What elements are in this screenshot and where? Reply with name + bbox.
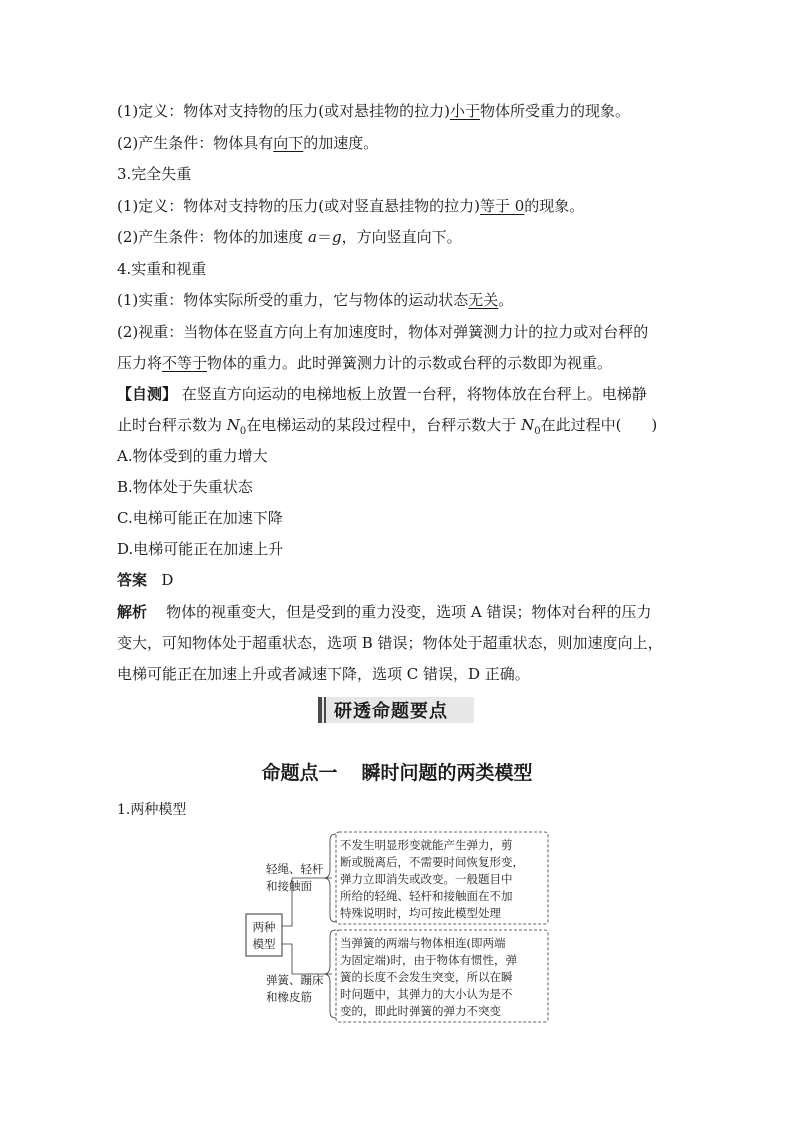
- analysis-line-1: [117, 602, 651, 622]
- branch1-label-line: 轻绳、轻杆: [266, 862, 324, 876]
- quiz-stem-text: 在此过程中( ): [540, 416, 658, 434]
- subscript-zero: 0: [239, 426, 247, 437]
- box2-line: 为固定端)时，由于物体有惯性，弹: [340, 953, 517, 967]
- line-text: (2)产生条件：物体的加速度: [117, 228, 309, 246]
- underlined-answer: 等于 0: [479, 197, 525, 215]
- two-models-diagram: [240, 826, 560, 1026]
- banner-bar: [324, 697, 326, 723]
- heading-real-apparent-weight: 4.实重和视重: [117, 260, 207, 278]
- variable-g: g: [332, 228, 342, 246]
- box1-line: 不发生明显形变就能产生弹力，剪: [340, 838, 513, 852]
- equals-sign: ＝: [316, 228, 332, 246]
- analysis-line-3: 电梯可能正在加速上升或者减速下降，选项 C 错误，D 正确。: [117, 665, 530, 683]
- box1-line: 弹力立即消失或改变。一般题目中: [340, 872, 513, 886]
- heading-complete-weightlessness: 3.完全失重: [117, 165, 192, 183]
- box2-line: 变的，即此时弹簧的弹力不突变: [340, 1004, 501, 1018]
- box1-line: 断或脱离后，不需要时间恢复形变，: [340, 855, 524, 869]
- line-4: [117, 196, 584, 216]
- line-text: (1)定义：物体对支持物的压力(或对悬挂物的拉力): [117, 102, 450, 120]
- subtitle-number: 命题点一: [261, 762, 338, 784]
- underlined-answer: 向下: [273, 134, 304, 152]
- line-text: 。: [498, 291, 514, 309]
- line-text: (1)定义：物体对支持物的压力(或对竖直悬挂物的拉力): [117, 197, 480, 215]
- section-banner-text: 研透命题要点: [334, 701, 448, 722]
- model-heading: 1.两种模型: [117, 802, 187, 818]
- root-label-line: 模型: [252, 937, 276, 951]
- connector-lower: [282, 944, 332, 974]
- line-8: (2)视重：当物体在竖直方向上有加速度时，物体对弹簧测力计的拉力或对台秤的: [117, 323, 649, 341]
- banner-bar: [318, 697, 322, 723]
- line-text: 物体的重力。此时弹簧测力计的示数或台秤的示数即为视重。: [207, 354, 613, 372]
- quiz-stem-text: 止时台秤示数为: [117, 416, 227, 434]
- variable-n: N: [226, 416, 240, 434]
- variable-n: N: [521, 416, 535, 434]
- branch2-label-line: 弹簧、蹦床: [266, 973, 324, 987]
- option-c: C.电梯可能正在加速下降: [117, 509, 283, 527]
- subscript-zero: 0: [534, 426, 541, 437]
- option-b: B.物体处于失重状态: [117, 478, 253, 496]
- box2-line: 时问题中，其弹力的大小认为是不: [340, 987, 513, 1001]
- underlined-answer: 无关: [468, 291, 499, 309]
- analysis-text: 物体的视重变大，但是受到的重力没变，选项 A 错误；物体对台秤的压力: [166, 603, 652, 621]
- line-text: 的加速度。: [303, 134, 379, 152]
- line-5: [117, 227, 462, 247]
- subtitle-text: 瞬时问题的两类模型: [361, 762, 533, 784]
- line-text: (2)产生条件：物体具有: [117, 134, 274, 152]
- line-1: [117, 101, 630, 121]
- analysis-label: 解析: [117, 603, 148, 621]
- variable-a: a: [308, 228, 317, 246]
- underlined-answer: 小于: [449, 102, 480, 120]
- answer-value: D: [161, 571, 174, 589]
- box2-line: 当弹簧的两端与物体相连(即两端: [340, 936, 506, 950]
- answer-label: 答案: [117, 571, 148, 589]
- answer-line: [117, 570, 173, 590]
- line-text: 压力将: [117, 354, 163, 372]
- quiz-stem-text: 在电梯运动的某段过程中，台秤示数大于: [246, 416, 522, 434]
- line-text: 物体所受重力的现象。: [479, 102, 630, 120]
- line-7: [117, 290, 513, 310]
- quiz-tag: 【自测】: [117, 385, 178, 403]
- section-subtitle: [0, 758, 794, 785]
- root-label-line: 两种: [252, 920, 276, 934]
- quiz-stem-line-1: [117, 384, 647, 404]
- line-text: (1)实重：物体实际所受的重力，它与物体的运动状态: [117, 291, 469, 309]
- box1-line: 所给的轻绳、轻杆和接触面在不加: [340, 889, 513, 903]
- analysis-line-2: 变大，可知物体处于超重状态，选项 B 错误；物体处于超重状态，则加速度向上，: [117, 634, 663, 652]
- line-text: ，方向竖直向下。: [341, 228, 462, 246]
- branch2-label-line: 和橡皮筋: [266, 990, 312, 1004]
- box1-line: 特殊说明时，均可按此模型处理: [340, 906, 501, 920]
- underlined-answer: 不等于: [162, 354, 208, 372]
- line-9: [117, 353, 612, 373]
- quiz-stem-text: 在竖直方向运动的电梯地板上放置一台秤，将物体放在台秤上。电梯静: [181, 385, 647, 403]
- option-a: A.物体受到的重力增大: [117, 447, 268, 465]
- box2-line: 簧的长度不会发生突变，所以在瞬: [340, 970, 513, 984]
- option-d: D.电梯可能正在加速上升: [117, 540, 284, 558]
- branch1-label-line: 和接触面: [266, 879, 312, 893]
- line-text: 的现象。: [524, 197, 585, 215]
- quiz-stem-line-2: [117, 415, 657, 442]
- section-banner: [318, 697, 474, 723]
- line-2: [117, 133, 378, 153]
